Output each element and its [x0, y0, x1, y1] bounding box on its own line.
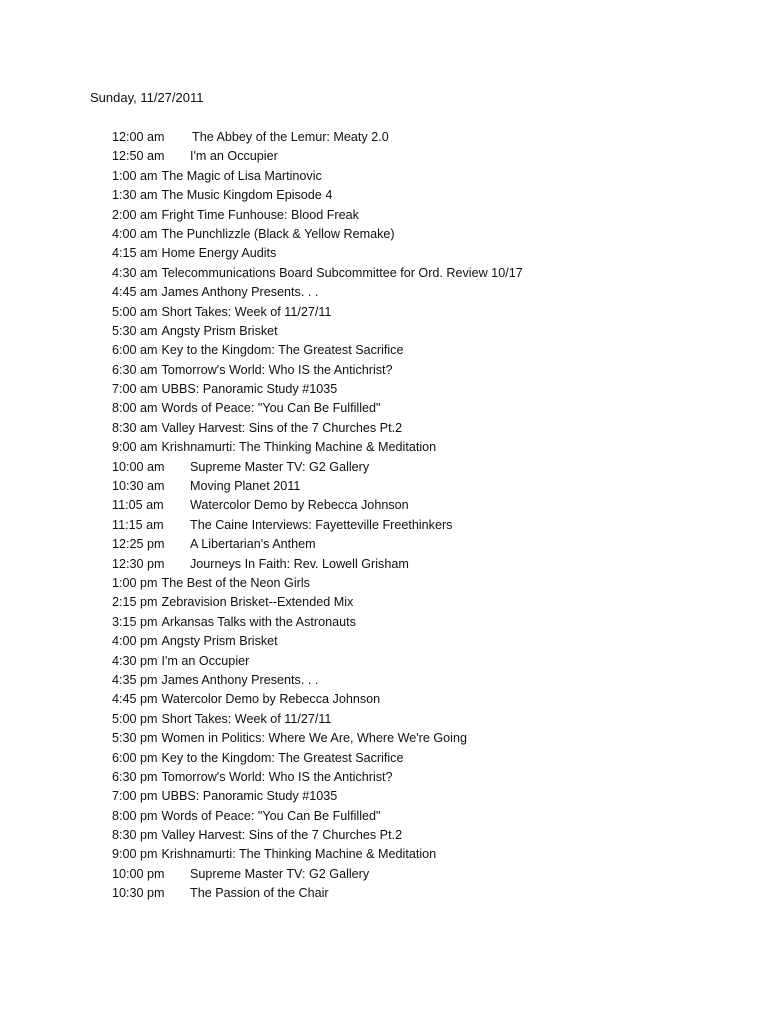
entry-title: Words of Peace: "You Can Be Fulfilled": [161, 808, 381, 823]
entry-title: Telecommunications Board Subcommittee for Ord. Review 10/17: [161, 265, 523, 280]
entry-title: Supreme Master TV: G2 Gallery: [190, 866, 370, 881]
entry-time: 2:15 pm: [112, 595, 158, 610]
schedule-entry: [112, 186, 523, 205]
schedule-entry: [112, 516, 523, 535]
entry-time: 7:00 am: [112, 382, 158, 397]
entry-title: The Passion of the Chair: [190, 886, 329, 901]
entry-time: 5:30 pm: [112, 731, 158, 746]
entry-time: 8:30 pm: [112, 828, 158, 843]
entry-title: Tomorrow's World: Who IS the Antichrist?: [161, 362, 393, 377]
schedule-entry: [112, 128, 523, 147]
schedule-entry: [112, 283, 523, 302]
schedule-entry: [112, 671, 523, 690]
entry-title: Valley Harvest: Sins of the 7 Churches Pt.2: [161, 420, 403, 435]
entry-title: James Anthony Presents. . .: [161, 672, 319, 687]
entry-title: Arkansas Talks with the Astronauts: [161, 614, 356, 629]
entry-time: 10:30 pm: [112, 886, 165, 901]
entry-title: The Caine Interviews: Fayetteville Freethinkers: [190, 517, 453, 532]
schedule-entry: [112, 768, 523, 787]
entry-time: 4:30 am: [112, 265, 158, 280]
entry-time: 12:00 am: [112, 130, 165, 144]
entry-title: Watercolor Demo by Rebecca Johnson: [161, 692, 381, 707]
schedule-entry: [112, 244, 523, 263]
entry-time: 3:15 pm: [112, 614, 158, 629]
schedule-entry: [112, 399, 523, 418]
entry-title: Krishnamurti: The Thinking Machine & Meditation: [161, 847, 437, 862]
entry-time: 1:00 am: [112, 168, 158, 183]
schedule-entry: [112, 632, 523, 651]
entry-title: Angsty Prism Brisket: [161, 634, 278, 649]
entry-title: Tomorrow's World: Who IS the Antichrist?: [161, 769, 393, 784]
entry-time: 12:50 am: [112, 149, 165, 164]
schedule-entry: [112, 225, 523, 244]
entry-title: Valley Harvest: Sins of the 7 Churches Pt.2: [161, 828, 403, 843]
entry-time: 8:00 am: [112, 401, 158, 416]
entry-time: 1:00 pm: [112, 575, 158, 590]
entry-time: 10:00 pm: [112, 866, 165, 881]
schedule-entry: [112, 593, 523, 612]
entry-title: Women in Politics: Where We Are, Where We're Going: [161, 731, 467, 746]
entry-title: Short Takes: Week of 11/27/11: [161, 711, 332, 726]
entry-title: Supreme Master TV: G2 Gallery: [190, 459, 370, 474]
entry-time: 10:00 am: [112, 459, 165, 474]
entry-time: 9:00 pm: [112, 847, 158, 862]
schedule-entry: [112, 555, 523, 574]
entry-time: 7:00 pm: [112, 789, 158, 804]
entry-title: Watercolor Demo by Rebecca Johnson: [190, 498, 409, 513]
entry-title: UBBS: Panoramic Study #1035: [161, 789, 338, 804]
entry-time: 10:30 am: [112, 479, 165, 494]
entry-time: 4:35 pm: [112, 672, 158, 687]
entry-title: The Magic of Lisa Martinovic: [161, 168, 322, 183]
schedule-entry: [112, 807, 523, 826]
schedule-entry: [112, 496, 523, 515]
entry-time: 5:30 am: [112, 323, 158, 338]
entry-time: 6:00 pm: [112, 750, 158, 765]
schedule-entry: [112, 322, 523, 341]
schedule-entry: [112, 341, 523, 360]
entry-time: 5:00 am: [112, 304, 158, 319]
schedule-entry: [112, 710, 523, 729]
schedule-entry: [112, 652, 523, 671]
schedule-entry: [112, 574, 523, 593]
entry-time: 4:00 am: [112, 226, 158, 241]
entry-title: Key to the Kingdom: The Greatest Sacrifice: [161, 750, 404, 765]
entry-time: 11:15 am: [112, 517, 164, 532]
entry-time: 4:45 pm: [112, 692, 158, 707]
schedule-entry: [112, 380, 523, 399]
schedule-entry: [112, 613, 523, 632]
schedule-entry: [112, 690, 523, 709]
entry-title: I'm an Occupier: [190, 149, 278, 164]
entry-title: Home Energy Audits: [161, 246, 277, 261]
entry-title: Words of Peace: "You Can Be Fulfilled": [161, 401, 381, 416]
entry-title: UBBS: Panoramic Study #1035: [161, 382, 338, 397]
entry-title: The Best of the Neon Girls: [161, 575, 310, 590]
entry-time: 2:00 am: [112, 207, 158, 222]
entry-time: 6:30 am: [112, 362, 158, 377]
entry-title: Journeys In Faith: Rev. Lowell Grisham: [190, 556, 409, 571]
entry-time: 8:30 am: [112, 420, 158, 435]
entry-title: The Punchlizzle (Black & Yellow Remake): [161, 226, 395, 241]
entry-time: 4:45 am: [112, 285, 158, 300]
schedule-entry: [112, 303, 523, 322]
entry-time: 9:00 am: [112, 440, 158, 455]
schedule-entry: [112, 535, 523, 554]
schedule-entry: [112, 419, 523, 438]
schedule-entry: [112, 477, 523, 496]
entry-time: 12:25 pm: [112, 537, 165, 552]
schedule-entry: [112, 438, 523, 457]
schedule-entry: [112, 749, 523, 768]
date-heading: Sunday, 11/27/2011: [90, 90, 204, 105]
schedule-entry: [112, 361, 523, 380]
entry-title: Key to the Kingdom: The Greatest Sacrifice: [161, 343, 404, 358]
entry-time: 8:00 pm: [112, 808, 158, 823]
schedule-entry: [112, 845, 523, 864]
entry-time: 4:30 pm: [112, 653, 158, 668]
entry-time: 5:00 pm: [112, 711, 158, 726]
entry-time: 6:00 am: [112, 343, 158, 358]
entry-title: Zebravision Brisket--Extended Mix: [161, 595, 354, 610]
entry-title: The Abbey of the Lemur: Meaty 2.0: [192, 130, 389, 144]
entry-title: Krishnamurti: The Thinking Machine & Meditation: [161, 440, 437, 455]
schedule-entry: [112, 826, 523, 845]
schedule-list: [112, 128, 523, 904]
entry-time: 11:05 am: [112, 498, 164, 513]
schedule-entry: [112, 264, 523, 283]
entry-title: Moving Planet 2011: [190, 479, 301, 494]
entry-title: Short Takes: Week of 11/27/11: [161, 304, 332, 319]
entry-title: The Music Kingdom Episode 4: [161, 188, 333, 203]
entry-time: 4:00 pm: [112, 634, 158, 649]
schedule-entry: [112, 147, 523, 166]
schedule-entry: [112, 206, 523, 225]
schedule-entry: [112, 787, 523, 806]
entry-title: Fright Time Funhouse: Blood Freak: [161, 207, 359, 222]
schedule-entry: [112, 865, 523, 884]
entry-title: Angsty Prism Brisket: [161, 323, 278, 338]
entry-title: James Anthony Presents. . .: [161, 285, 319, 300]
entry-title: I'm an Occupier: [161, 653, 250, 668]
schedule-entry: [112, 729, 523, 748]
schedule-entry: [112, 884, 523, 903]
entry-time: 4:15 am: [112, 246, 158, 261]
entry-time: 12:30 pm: [112, 556, 165, 571]
entry-time: 1:30 am: [112, 188, 158, 203]
entry-time: 6:30 pm: [112, 769, 158, 784]
schedule-entry: [112, 167, 523, 186]
entry-title: A Libertarian's Anthem: [190, 537, 316, 552]
schedule-entry: [112, 458, 523, 477]
